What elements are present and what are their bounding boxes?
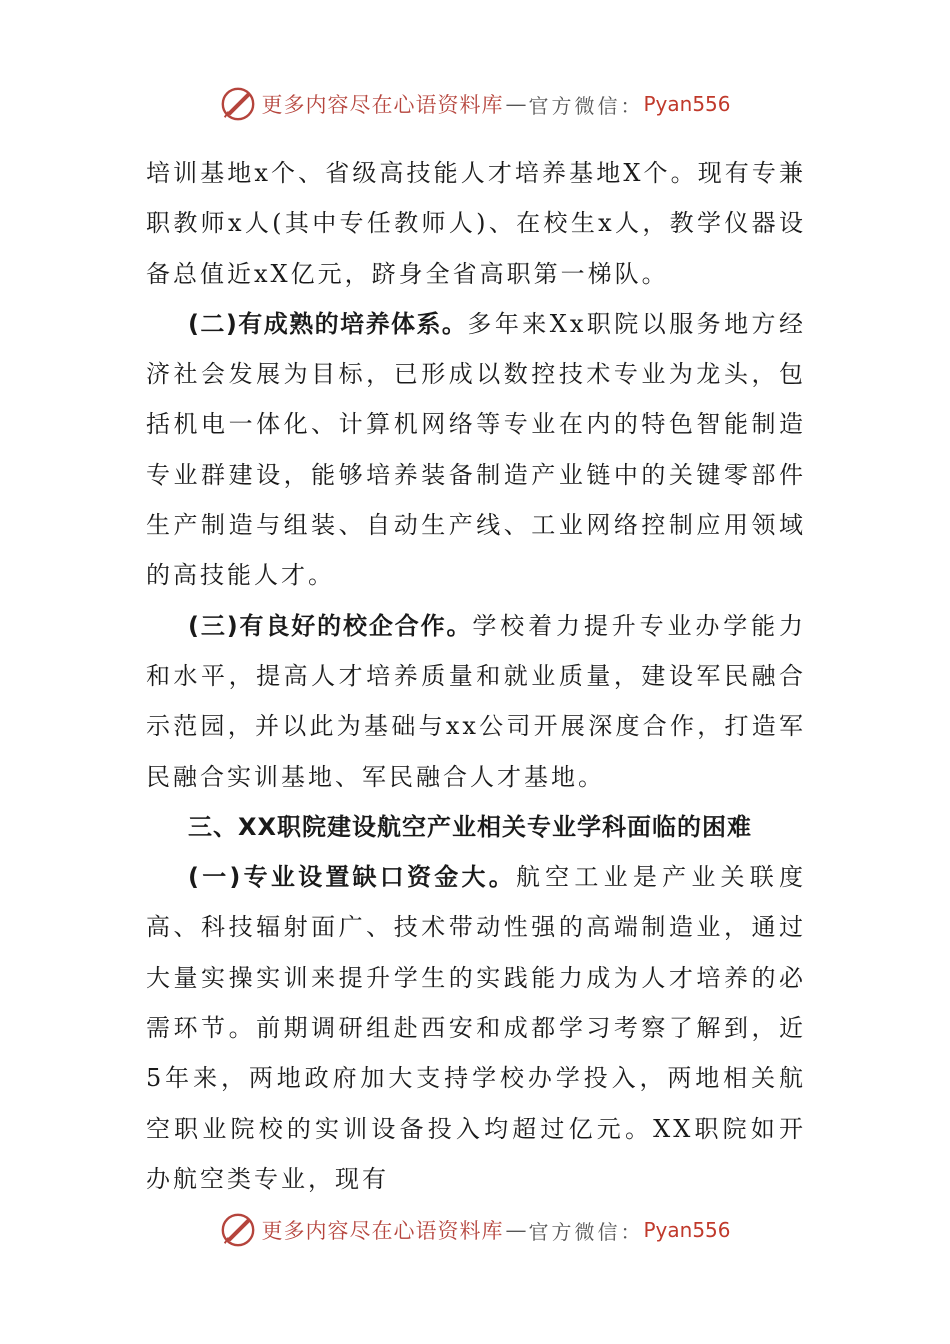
paragraph-title: (一)专业设置缺口资金大。	[188, 863, 516, 892]
watermark-wechat-label: 官方微信：	[528, 93, 644, 118]
paragraph	[146, 852, 806, 1204]
watermark-separator: —	[505, 1218, 527, 1242]
watermark-brand: 更多内容尽在心语资料库	[261, 1219, 504, 1243]
watermark-separator: —	[505, 92, 527, 116]
watermark-brand: 更多内容尽在心语资料库	[261, 93, 504, 117]
paragraph	[146, 299, 806, 601]
watermark-wechat-id: Pyan556	[643, 1218, 731, 1242]
paragraph-title: (二)有成熟的培养体系。	[188, 309, 468, 338]
quill-logo-icon	[219, 85, 257, 123]
paragraph-text: 多年来Xx职院以服务地方经济社会发展为目标，已形成以数控技术专业为龙头，包括机电一体化、计算机网络等专业在内的特色智能制造专业群建设，能够培养装备制造产业链中的关键零部件生产制造与组装、自动生产线、工业网络控制应用领域的高技能人才。	[146, 309, 807, 590]
footer-watermark	[0, 1208, 950, 1252]
watermark-wechat-id: Pyan556	[643, 92, 731, 116]
watermark-wechat-label: 官方微信：	[528, 1219, 644, 1244]
paragraph-title: (三)有良好的校企合作。	[188, 611, 473, 640]
header-watermark	[0, 82, 950, 126]
paragraph	[146, 601, 806, 802]
paragraph: 培训基地x个、省级高技能人才培养基地X个。现有专兼职教师x人(其中专任教师人)、在校生x人，教学仪器设备总值近xX亿元，跻身全省高职第一梯队。	[146, 159, 806, 288]
paragraph-text: 学校着力提升专业办学能力和水平，提高人才培养质量和就业质量，建设军民融合示范园，并以此为基础与xx公司开展深度合作，打造军民融合实训基地、军民融合人才基地。	[146, 611, 807, 791]
document-body	[146, 148, 806, 1204]
paragraph-text: 航空工业是产业关联度高、科技辐射面广、技术带动性强的高端制造业，通过大量实操实训来提升学生的实践能力成为人才培养的必需环节。前期调研组赴西安和成都学习考察了解到，近5年来，两地政府加大支持学校办学投入，两地相关航空职业院校的实训设备投入均超过亿元。XX职院如开办航空类专业，现有	[146, 863, 807, 1193]
section-heading: 三、XX职院建设航空产业相关专业学科面临的困难	[188, 812, 753, 841]
quill-logo-icon	[219, 1211, 257, 1249]
